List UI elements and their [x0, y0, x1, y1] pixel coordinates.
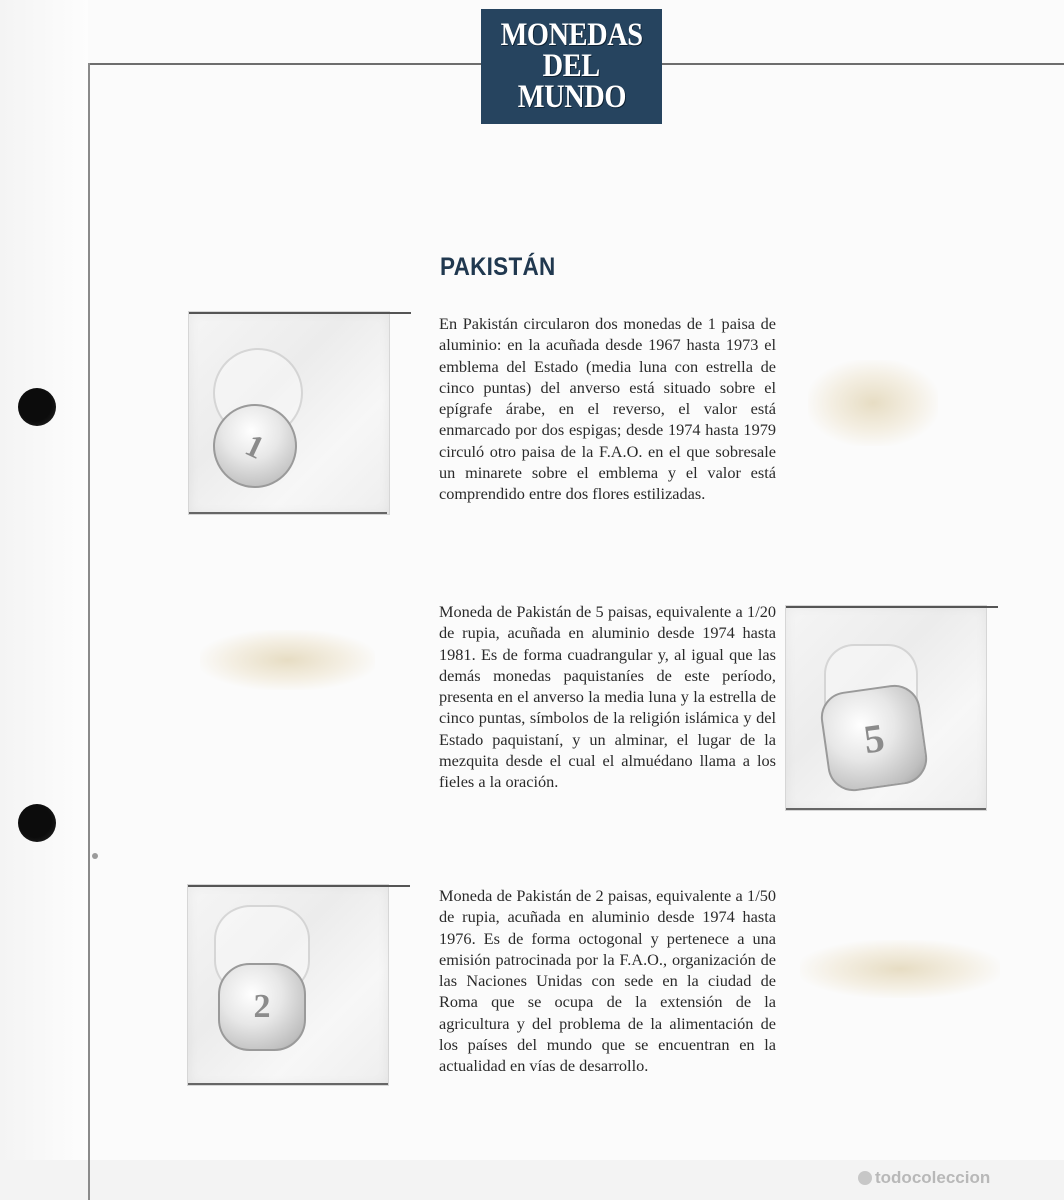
holder-top-edge — [786, 606, 998, 608]
binder-hole-top — [18, 388, 56, 426]
coin-holder-1 — [188, 311, 390, 515]
adhesive-stain — [200, 630, 375, 690]
logo-line-3: MUNDO — [517, 79, 626, 115]
page-title: PAKISTÁN — [440, 253, 556, 281]
page-margin — [0, 0, 88, 1200]
holder-top-edge — [189, 312, 411, 314]
watermark-text: todocoleccion — [875, 1168, 991, 1187]
frame-left-rule — [88, 63, 90, 1200]
coin-holder-3 — [187, 884, 389, 1086]
adhesive-stain — [800, 940, 1000, 998]
coin-2-paisas — [218, 963, 306, 1051]
logo-line-2: DEL — [542, 48, 601, 84]
binder-hole-bottom — [18, 804, 56, 842]
paragraph-2-paisas: Moneda de Pakistán de 2 paisas, equivalente a 1/50 de rupia, acuñada en aluminio desde 1974 hasta 1976. Es de forma octogonal y pertenece a una emisión patrocinada por la F.A.O., organización de las Naciones Unidas con sede en la ciudad de Roma que se ocupa de la extensión de la agricultura y del problema de la alimentación de los países del mundo que se encuentran en la actualidad en vías de desarrollo. — [439, 886, 776, 1076]
coin-5-paisas — [818, 682, 931, 795]
holder-top-edge — [188, 885, 410, 887]
publication-logo — [481, 9, 662, 124]
coin-1-value: 1 — [240, 425, 271, 466]
holder-bottom-edge — [188, 1083, 388, 1085]
paragraph-1-paisa: En Pakistán circularon dos monedas de 1 paisa de aluminio: en la acuñada desde 1967 hasta 1973 el emblema del Estado (media luna con estrella de cinco puntas) del anverso está situado sobre el epígrafe árabe, en el reverso, el valor está enmarcado por dos espigas; desde 1974 hasta 1979 circuló otro paisa de la F.A.O. en el que sobresale un minarete sobre el emblema y el valor está comprendido entre dos flores estilizadas. — [439, 314, 776, 504]
watermark-icon — [858, 1171, 872, 1185]
watermark — [858, 1168, 990, 1188]
coin-holder-2 — [785, 605, 987, 811]
coin-5-value: 5 — [860, 714, 888, 762]
adhesive-stain — [808, 360, 938, 446]
holder-bottom-edge — [189, 512, 387, 514]
coin-2-value: 2 — [253, 988, 271, 1025]
logo-line-1: MONEDAS — [500, 17, 643, 53]
holder-bottom-edge — [786, 808, 986, 810]
paragraph-5-paisas: Moneda de Pakistán de 5 paisas, equivalente a 1/20 de rupia, acuñada en aluminio desde 1974 hasta 1981. Es de forma cuadrangular y, al igual que las demás monedas paquistaníes de este período, presenta en el anverso la media luna y la estrella de cinco puntas, símbolos de la religión islámica y del Estado paquistaní, y un alminar, el lugar de la mezquita desde el cual el almuédano llama a los fieles a la oración. — [439, 602, 776, 792]
speck — [92, 853, 98, 859]
